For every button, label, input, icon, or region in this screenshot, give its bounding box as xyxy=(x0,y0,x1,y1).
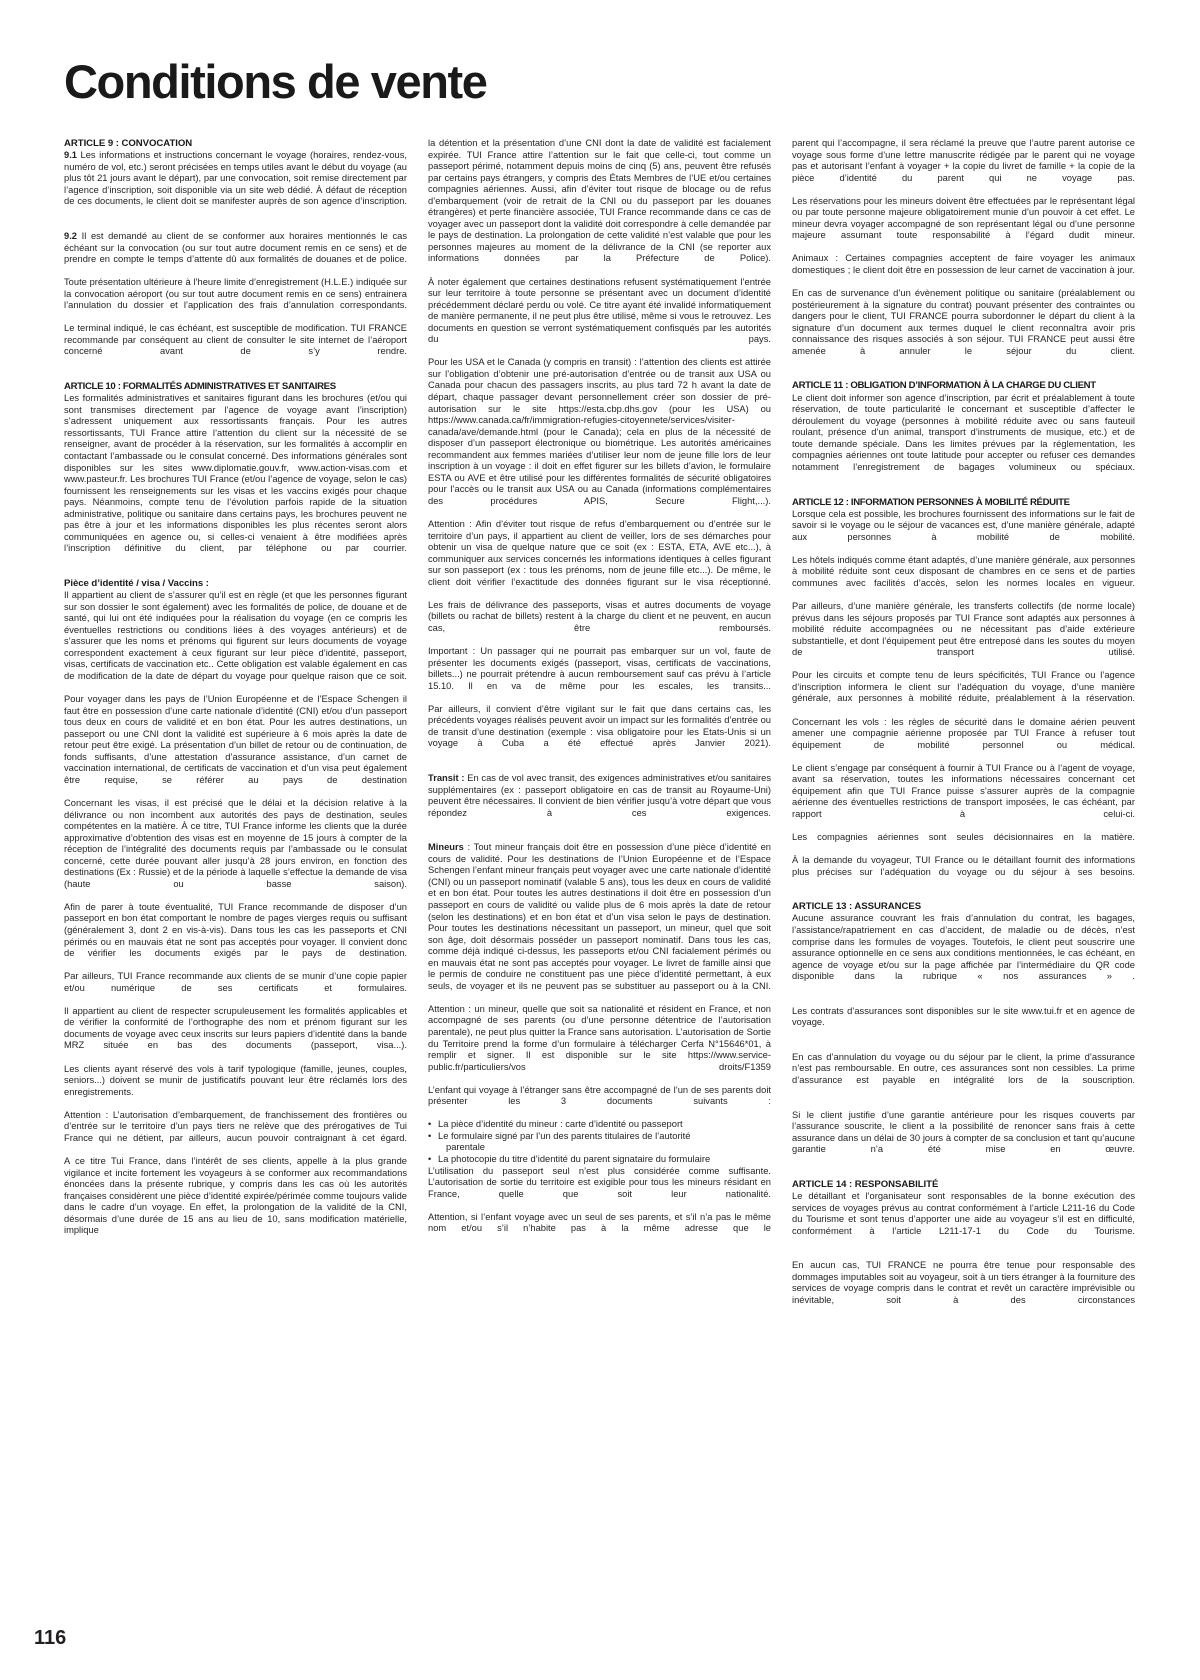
clause-number-9-2: 9.2 xyxy=(64,230,77,241)
paragraph-10-1: Les formalités administratives et sanitaires figurant dans les brochures (et/ou qui sont transmises directement par l’agence de voyage avant l’inscription) s’adressent uniquement aux ressortissants français. Pour les autres ressortissants, TUI France attire l’attention du client sur la nécessité de se renseigner, avant de procéder à la réservation, sur les formalités à accomplir en contactant l’ambassade ou le consulat concerné. Des informations générales sont disponibles sur les sites www.diplomatie.gouv.fr, www.action-visas.com et www.pasteur.fr. Les brochures TUI France (et/ou l’agence de voyage, selon le cas) fournissent les renseignements sur les visas et les vaccins exigés pour chaque pays. Néanmoins, compte tenu de l’évolution parfois rapide de la situation administrative, politique ou sanitaire dans certains pays, les brochures peuvent ne pas être à jour et les informations disponibles les plus récentes seront alors communiquées en agence ou, si celles-ci venaient à être modifiées après l’inscription définitive du client, par téléphone ou par courrier. xyxy=(64,393,407,554)
paragraph-c2-11: Attention, si l’enfant voyage avec un seul de ses parents, et s’il n’a pas le même nom et/ou s’il n’habite pas à la même adresse que le xyxy=(428,1211,771,1234)
heading-article-9: ARTICLE 9 : CONVOCATION xyxy=(64,138,193,149)
paragraph-c3-1: parent qui l’accompagne, il sera réclamé la preuve que l’autre parent autorise ce voyage sous forme d’une lettre manuscrite rédigée par le parent qui ne voyage pas et autorisant l’enfant à voyager + la copie du livret de famille + la copie de la pièce d’identité du parent qui ne voyage pas. xyxy=(792,138,1135,183)
paragraph-pi-9: A ce titre Tui France, dans l’intérêt de ses clients, appelle à la plus grande vigilance et incite fortement les voyageurs à se conformer aux recommandations énoncées dans la présente rubrique, y compris dans les cas où les autorités françaises considèrent une pièce d’identité expirée/périmée comme toujours valide dans le cadre d’un voyage. En effet, la prolongation de la validité de la CNI, désormais d’une durée de 15 ans au lieu de 10, sans modification matérielle, implique xyxy=(64,1155,407,1236)
paragraph-c3-3: Animaux : Certaines compagnies acceptent de faire voyager les animaux domestiques ; le client doit être en possession de leur carnet de vaccination à jour. xyxy=(792,253,1135,276)
paragraph-c3-9: Pour les circuits et compte tenu de leurs spécificités, TUI France ou l’agence d’inscription informera le client sur l’adéquation du voyage, d’une manière générale, aux personnes à mobilité réduite, préalablement à la réservation. xyxy=(792,670,1135,704)
list-item-label: La pièce d’identité du mineur : carte d’identité ou passeport xyxy=(438,1119,683,1130)
paragraph-spacer xyxy=(792,994,1135,1006)
list-item xyxy=(428,1154,771,1166)
paragraph-9-2 xyxy=(64,231,407,277)
paragraph-c3-17: Si le client justifie d’une garantie antérieure pour les risques couverts par l’assurance souscrite, le client a la possibilité de renoncer sans frais à cette assurance dans un délai de 30 jours à compter de sa conclusion et tant qu’aucune garantie n’a été mise en œuvre. xyxy=(792,1109,1135,1155)
paragraph-c3-16: En cas d’annulation du voyage ou du séjour par le client, la prime d’assurance n’est pas remboursable. En outre, ces assurances sont non cessibles. La prime d’assurance est payable en intégralité lors de la souscription. xyxy=(792,1051,1135,1086)
paragraph-c2-4: Attention : Afin d’éviter tout risque de refus d’embarquement ou d’entrée sur le territoire d’un pays, il appartient au client de veiller, lors de ses démarches pour obtenir un visa de quelque nature que ce soit (ex : ESTA, ETA, AVE etc...), à communiquer aux services concernés les informations identiques à celles figurant sur son passeport (ex : tous les prénoms, nom de jeune fille etc...). De même, le client doit vérifier l’exactitude des données figurant sur le visa réceptionné. xyxy=(428,519,771,587)
list-item-label-continued: parentale xyxy=(446,1142,485,1153)
paragraph-c3-18: Le détaillant et l’organisateur sont responsables de la bonne exécution des services de voyages prévus au contrat conformément à l’article L211-16 du Code du Tourisme et sont tenus d’apporter une aide au voyageur s’il est en difficulté, conformément à l’article L211-17-1 du Code du Tourisme. xyxy=(792,1191,1135,1236)
paragraph-spacer xyxy=(64,370,407,382)
paragraph-c2-8: Attention : un mineur, quelle que soit sa nationalité et résident en France, et non accompagné de ses parents (ou d’une personne détentrice de l’autorisation parentale), ne peut plus quitter la France sans autorisation. L’autorisation de Sortie du Territoire prend la forme d’un formulaire à télécharger Cerfa N°15646*01, à remplir et signer. Il est disponible sur le site https://www.service-public.fr/particuliers/vos droits/F1359 xyxy=(428,1003,771,1072)
paragraph-c3-6: Lorsque cela est possible, les brochures fournissent des informations sur le fait de savoir si le voyage ou le séjour de vacances est, d’une manière générale, adapté aux personnes à mobilité de mobilité. xyxy=(792,508,1135,542)
paragraph-pi-7: Les clients ayant réservé des vols à tarif typologique (famille, jeunes, couples, seniors...) doivent se munir de justificatifs pouvant leur être réclamés lors des enregistrements. xyxy=(64,1063,407,1097)
clause-text-9-2: Il est demandé au client de se conformer aux horaires mentionnés le cas échéant sur la convocation (ou sur tout autre document remis en ce sens) et de prendre en compte le temps d’attente dû aux formalités de douanes et de police. xyxy=(64,230,407,265)
paragraph-9-1 xyxy=(64,150,407,219)
paragraph-spacer xyxy=(428,831,771,843)
paragraph-c3-4: En cas de survenance d’un évènement politique ou sanitaire (préalablement ou postérieurement à la signature du contrat) pouvant présenter des contraintes ou dangers pour le client, TUI FRANCE pourra subordonner le départ du client à la signature d’un document aux termes duquel le client reconnaîtra avoir pris connaissance des risques associés à son séjour. TUI FRANCE peut aussi être amenée à annuler le séjour du client. xyxy=(792,288,1135,356)
paragraph-pi-8: Attention : L’autorisation d’embarquement, de franchissement des frontières ou d’entrée sur le territoire d’un pays tiers ne relève que des prérogatives de Tui France qui ne détient, par ailleurs, aucun pouvoir contraignant à cet égard. xyxy=(64,1109,407,1143)
paragraph-c3-19: En aucun cas, TUI FRANCE ne pourra être tenue pour responsable des dommages imputables soit au voyageur, soit à un tiers étranger à la fourniture des services de voyage compris dans le contrat et revêt un caractère imprévisible ou inévitable, soit à des circonstances xyxy=(792,1260,1135,1305)
list-item xyxy=(428,1131,771,1154)
label-mineurs: Mineurs xyxy=(428,842,464,853)
paragraph-spacer xyxy=(428,762,771,774)
paragraph-c2-6: Important : Un passager qui ne pourrait pas embarquer sur un vol, faute de présenter les documents exigés (passeport, visas, certificats de vaccinations, billets...) ne pourrait prétendre à aucun remboursement sauf cas prévu à l’article 15.10. Il en va de même pour les escales, les transits... xyxy=(428,646,771,691)
paragraph-spacer xyxy=(792,1098,1135,1110)
heading-article-13: ARTICLE 13 : ASSURANCES xyxy=(792,901,922,913)
text-transit: En cas de vol avec transit, des exigences administratives et/ou sanitaires supplémentaires (ex : passeport obligatoire en cas de transit au Royaume-Uni) peuvent être nécessaires. Il convient de bien vérifier jusqu’à votre départ que vous répondez à ces exigences. xyxy=(428,773,771,818)
column-1 xyxy=(64,138,407,1598)
paragraph-spacer xyxy=(792,1167,1135,1179)
paragraph-c2-5: Les frais de délivrance des passeports, visas et autres documents de voyage (billets ou rachat de billets) restent à la charge du client et ne peuvent, en aucun cas, être remboursés. xyxy=(428,599,771,633)
paragraph-spacer xyxy=(64,566,407,578)
paragraph-c3-13: À la demande du voyageur, TUI France ou le détaillant fournit des informations plus précises sur l’adéquation du voyage ou du séjour à ses besoins. xyxy=(792,855,1135,877)
clause-number-9-1: 9.1 xyxy=(64,150,77,161)
paragraph-spacer xyxy=(792,485,1135,497)
paragraph-c2-2: À noter également que certaines destinations refusent systématiquement l’entrée sur leur territoire à toute personne se présentant avec un document d’identité précédemment déclaré perdu ou volé. Ce titre ayant été invalidé informatiquement de manière permanente, il ne peut plus être utilisé, même si vous le retrouvez. Les documents en question se verront systématiquement confisqués par les autorités du pays. xyxy=(428,276,771,345)
paragraph-9-2c: Le terminal indiqué, le cas échéant, est susceptible de modification. TUI FRANCE recommande par conséquent au client de consulter le site internet de l’aéroport concerné avant de s’y rendre. xyxy=(64,323,407,357)
column-2 xyxy=(428,138,771,1598)
list-item-label: La photocopie du titre d’identité du parent signataire du formulaire xyxy=(438,1154,711,1165)
page-title: Conditions de vente xyxy=(64,55,487,108)
column-3 xyxy=(792,138,1135,1598)
bullet-icon: • xyxy=(428,1119,432,1130)
paragraph-pi-3: Concernant les visas, il est précisé que le délai et la décision relative à la délivrance ou non incombent aux autorités des pays de destination, seules compétentes en la matière. À ce titre, TUI France informe les clients que la durée approximative d’obtention des visas est en moyenne de 15 jours à compter de la réception de l’intégralité des documents requis par l’ambassade ou le consulat concerné, cette durée pouvant aller jusqu’à 28 jours environ, en fonction des destinations (Ex : Russie) et de la période à laquelle s’effectue la demande de visa (haute ou basse saison). xyxy=(64,798,407,889)
clause-text-9-1: Les informations et instructions concernant le voyage (horaires, rendez-vous, numéro de vol, etc.) seront précisées en temps utiles avant le début du voyage (au plus tôt 21 jours avant le départ), par une convocation, soit remise directement par l’agence d’inscription, soit disponible via un site web dédié. À défaut de réception de ces documents, le client doit se manifester auprès de son agence d’inscription. xyxy=(64,150,407,207)
bullet-icon: • xyxy=(428,1130,432,1141)
paragraph-c2-7: Par ailleurs, il convient d’être vigilant sur le fait que dans certains cas, les précédents voyages réalisés peuvent avoir un impact sur les formalités d’entrée ou de transit d’une destination (exemple : visa obligatoire pour les Etats-Unis si un voyage à Cuba a été effectué après Janvier 2021). xyxy=(428,703,771,749)
paragraph-c3-10: Concernant les vols : les règles de sécurité dans le domaine aérien peuvent amener une compagnie aérienne proposée par TUI France à refuser tout équipement de mobilité personnel ou médical. xyxy=(792,716,1135,750)
document-list xyxy=(428,1119,771,1165)
paragraph-pi-6: Il appartient au client de respecter scrupuleusement les formalités applicables et de vérifier la conformité de l’orthographe des nom et prénom figurant sur les documents de voyage avec ceux inscrits sur leurs papiers d’identité dans la bande MRZ située en bas des documents (passeport, visa...). xyxy=(64,1005,407,1051)
paragraph-spacer xyxy=(792,890,1135,902)
paragraph-spacer xyxy=(64,219,407,231)
paragraph-c3-8: Par ailleurs, d’une manière générale, les transferts collectifs (de norme locale) prévus dans les séjours proposés par TUI France sont adaptés aux personnes à mobilité réduite accompagnées ou ne nécessitant pas d’aide extérieure substantielle, et dont l’équipement peut être entreposé dans les soutes du moyen de transport utilisé. xyxy=(792,601,1135,658)
paragraph-pi-5: Par ailleurs, TUI France recommande aux clients de se munir d’une copie papier et/ou numérique de ses certificats et formulaires. xyxy=(64,971,407,993)
text-mineurs: : Tout mineur français doit être en possession d’une pièce d’identité en cours de validité. Pour les destinations de l’Union Européenne et de l’Espace Schengen l’enfant mineur français peut voyager avec une carte nationale d’identité (CNI) ou un passeport nominatif (valable 5 ans), tous les deux en cours de validité et en bon état. Pour toutes les autres destinations il doit être en possession d’un passeport en cours de validité ou valide plus de 6 mois après la date de retour (selon les destinations) et en bon état et d’un visa selon le pays de destination. Pour toutes les destinations nécessitant un passeport, un mineur, quel que soit son âge, doit désormais posséder un passeport nominatif. Dans tous les cas, comme déjà indiqué ci-dessus, les passeports et/ou CNI facialement périmés ou en mauvais état ne sont pas acceptés pour voyager. Le livret de famille ainsi que le permis de conduire ne constituent pas une pièce d’identité permettant, à eux seuls, de voyager et ils ne peuvent pas se substituer au passeport ou à la CNI. xyxy=(428,842,771,991)
paragraph-c3-7: Les hôtels indiqués comme étant adaptés, d’une manière générale, aux personnes à mobilité réduite sont ceux disposant de chambres en ce sens et de parties communes avec facilités d’accès, selon les normes locales en vigueur. xyxy=(792,554,1135,588)
paragraph-c2-3: Pour les USA et le Canada (y compris en transit) : l’attention des clients est attirée sur l’obligation d’obtenir une pré-autorisation d’entrée ou de transit aux USA ou Canada pour chacun des passagers inscrits, au plus tard 72 h avant la date de départ, chaque passager devant personnellement créer son dossier de pré-autorisation sur le site https://esta.cbp.dhs.gov (pour les USA) ou https://www.canada.ca/fr/immigration-refugies-citoyennete/services/visiter-canada/ave/demande.html (pour le Canada); cela en plus de la nécessité de disposer d’un passeport électronique ou biométrique. Les autorités américaines recommandent aux femmes mariées d’utiliser leur nom de jeune fille lors de leur inscription à un voyage : il doit en effet figurer sur les billets d’avion, le formulaire ESTA ou AVE et être utilisé pour les différentes formalités de sécurité obligatoires pour l’accès ou le transit aux USA ou au Canada (informations complémentaires des procédures APIS, Secure Flight,...). xyxy=(428,357,771,506)
paragraph-c3-11: Le client s’engage par conséquent à fournir à TUI France ou à l’agent de voyage, avant sa réservation, toutes les informations nécessaires concernant cet équipement afin que TUI France puisse s’assurer auprès de la compagnie aérienne des éventuelles restrictions de transport imposées, le cas échéant, par rapport à celui-ci. xyxy=(792,762,1135,819)
paragraph-transit xyxy=(428,773,771,831)
paragraph-c2-1: la détention et la présentation d’une CNI dont la date de validité est facialement expirée. TUI France attire l’attention sur le fait que celle-ci, tout comme un passeport périmé, notamment depuis moins de cinq (5) ans, peuvent être refusés par certains pays étrangers, y compris des États Membres de l’UE et/ou certaines compagnies aériennes. Aussi, afin d’éviter tout risque de blocage ou de refus d’embarquement (voir de retrait de la CNI ou du passeport par les douanes étrangères) et perte financière associée, TUI France recommande dans ce cas de voyager avec un passeport dont la validité doit correspondre à celle demandée par le pays de destination. La prolongation de cette validité n’est valable que pour les personnes majeures au moment de la délivrance de la CNI (se reporter aux informations données par la Préfecture de Police). xyxy=(428,138,771,264)
paragraph-c3-5: Le client doit informer son agence d’inscription, par écrit et préalablement à toute réservation, de toute particularité le concernant et susceptible d’affecter le déroulement du voyage (personnes à mobilité réduite avec ou sans fauteuil roulant, présence d’un animal, transport d’instruments de musique, etc.) et de toute demande spéciale. Dans les limites prévues par la réglementation, les compagnies aériennes ont toute latitude pour accepter ou refuser ces demandes notamment l’enregistrement de bagages volumineux ou spéciaux. xyxy=(792,392,1135,472)
paragraph-c2-10: L’utilisation du passeport seul n’est plus considérée comme suffisante. L’autorisation de sortie du territoire est exigible pour tous les mineurs résidant en France, quelle que soit leur nationalité. xyxy=(428,1165,771,1199)
paragraph-c3-2: Les réservations pour les mineurs doivent être effectuées par le représentant légal ou par toute personne majeure obligatoirement munie d’un pouvoir à cet effet. Le mineur devra voyager accompagné de son représentant légal ou d’une personne majeure assumant toute responsabilité à l’égard dudit mineur. xyxy=(792,195,1135,241)
bullet-icon: • xyxy=(428,1154,432,1165)
heading-piece-identite: Pièce d’identité / visa / Vaccins : xyxy=(64,577,209,589)
heading-article-12: ARTICLE 12 : INFORMATION PERSONNES À MOBILITÉ RÉDUITE xyxy=(792,496,1070,508)
paragraph-c3-15: Les contrats d’assurances sont disponibles sur le site www.tui.fr et en agence de voyage. xyxy=(792,1005,1135,1028)
paragraph-c3-14: Aucune assurance couvrant les frais d’annulation du contrat, les bagages, l’assistance/rapatriement en cas d’accident, de maladie ou de décès, n’est comprise dans les formules de voyages. Toutefois, le client peut souscrire une assurance optionnelle en ce sens aux conditions mentionnées, le cas échéant, en agence de voyage et/ou sur la page affichée par l’intermédiaire du QR code disponible dans la rubrique « nos assurances » . xyxy=(792,913,1135,982)
paragraph-9-2b: Toute présentation ultérieure à l’heure limite d’enregistrement (H.L.E.) indiquée sur la convocation aéroport (ou sur tout autre document remis en ce sens) entrainera l’annulation du dossier et l’application des frais d’annulation correspondants. xyxy=(64,277,407,311)
label-transit: Transit : xyxy=(428,773,465,784)
paragraph-spacer xyxy=(792,1040,1135,1052)
page-number: 116 xyxy=(34,1627,67,1649)
paragraph-c2-9: L’enfant qui voyage à l’étranger sans être accompagné de l’un de ses parents doit présenter les 3 documents suivants : xyxy=(428,1084,771,1107)
list-item-label: Le formulaire signé par l’un des parents titulaires de l’autorité xyxy=(438,1130,691,1141)
list-item xyxy=(428,1119,771,1131)
heading-article-11: ARTICLE 11 : OBLIGATION D’INFORMATION À LA CHARGE DU CLIENT xyxy=(792,380,1096,392)
paragraph-spacer xyxy=(792,1249,1135,1261)
paragraph-c3-12: Les compagnies aériennes sont seules décisionnaires en la matière. xyxy=(792,832,1135,843)
paragraph-pi-2: Pour voyager dans les pays de l’Union Européenne et de l’Espace Schengen il faut être en possession d’une carte nationale d’identité (CNI) et/ou d’un passeport tous deux en cours de validité et en bon état. Pour les autres destinations, un passeport ou une CNI dont la validité est supérieure à 6 mois après la date de retour peut être exigé. La présentation d’un billet de retour ou de continuation, de fonds suffisants, d’une attestation d’assurance assistance, d’un carnet de vaccination international, de certificats de vaccination et d’un visa peut également être requise, se référer au pays de destination xyxy=(64,694,407,785)
heading-article-10: ARTICLE 10 : FORMALITÉS ADMINISTRATIVES ET SANITAIRES xyxy=(64,381,336,393)
paragraph-spacer xyxy=(792,369,1135,381)
paragraph-pi-4: Afin de parer à toute éventualité, TUI France recommande de disposer d’un passeport en bon état comportant le nombre de pages vierges requis ou suffisant (généralement 3, dont 2 en vis-à-vis). Dans tous les cas les passeports et CNI périmés ou en mauvais état ne sont pas acceptés pour voyager. Il convient donc de vérifier les documents exigés par le pays de destination. xyxy=(64,901,407,959)
heading-article-14: ARTICLE 14 : RESPONSABILITÉ xyxy=(792,1178,939,1190)
paragraph-mineurs xyxy=(428,842,771,1004)
article-columns xyxy=(64,138,1136,1598)
paragraph-pi-1: Il appartient au client de s’assurer qu’il est en règle (et que les personnes figurant sur son dossier le sont également) avec les formalités de police, de douane et de santé, qui lui ont été indiquées pour la réalisation du voyage (en ce compris les éventuelles restrictions ou conditions liées à des voyages antérieurs) et de s’assurer que les noms et prénoms qui figurent sur leurs documents de voyage correspondent exactement à ceux figurant sur leur pièce d’identité, passeport, visas, certificats de vaccination etc.. Cette obligation est valable également en cas de modification de la date de départ du voyage pour quelque raison que ce soit. xyxy=(64,590,407,681)
